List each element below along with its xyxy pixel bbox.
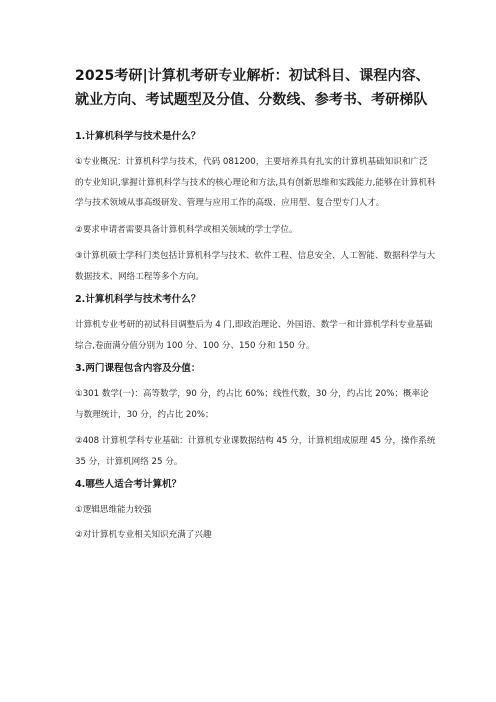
section-heading: 3.两门课程包含内容及分值： bbox=[75, 363, 201, 374]
section-2 bbox=[75, 293, 436, 356]
paragraph: 计算机专业考研的初试科目调整后为 4 门,即政治理论、外国语、数学一和计算机学科专业基础综合,卷面满分值分别为 100 分、100 分、150 分和 150 分。 bbox=[75, 320, 433, 351]
paragraph: ①逻辑思维能力较强 bbox=[75, 505, 152, 515]
paragraph: ②要求申请者需要具备计算机科学或相关领域的学士学位。 bbox=[75, 224, 298, 235]
section-3 bbox=[75, 362, 436, 472]
section-heading: 2.计算机科学与技术考什么？ bbox=[75, 294, 201, 305]
section-1 bbox=[75, 130, 436, 287]
document-title: 2025考研|计算机考研专业解析：初试科目、课程内容、就业方向、考试题型及分值、分数线、参考书、考研梯队 bbox=[75, 68, 430, 108]
paragraph: ①301 数学(一)：高等数学，90 分，约占比 60%；线性代数，30 分，约占比 20%；概率论与数理统计，30 分，约占比 20%； bbox=[75, 389, 429, 420]
paragraph: ②对计算机专业相关知识充满了兴趣 bbox=[75, 529, 212, 540]
section-heading: 1.计算机科学与技术是什么？ bbox=[75, 131, 201, 142]
section-heading: 4.哪些人适合考计算机？ bbox=[75, 479, 182, 490]
section-4 bbox=[75, 478, 436, 545]
paragraph: ①专业概况：计算机科学与技术，代码 081200，主要培养具有扎实的计算机基础知识和广泛的专业知识,掌握计算机科学与技术的核心理论和方法,具有创新思维和实践能力,能够在计算机科学与技术领域从事高级研发、管理与应用工作的高级、应用型、复合型专门人才。 bbox=[75, 157, 436, 208]
paragraph: ③计算机硕士学科门类包括计算机科学与技术、软件工程、信息安全、人工智能、数据科学与大数据技术、网络工程等多个方向。 bbox=[75, 251, 436, 282]
paragraph: ②408 计算机学科专业基础：计算机专业课数据结构 45 分，计算机组成原理 45 分，操作系统 35 分，计算机网络 25 分。 bbox=[75, 436, 436, 467]
